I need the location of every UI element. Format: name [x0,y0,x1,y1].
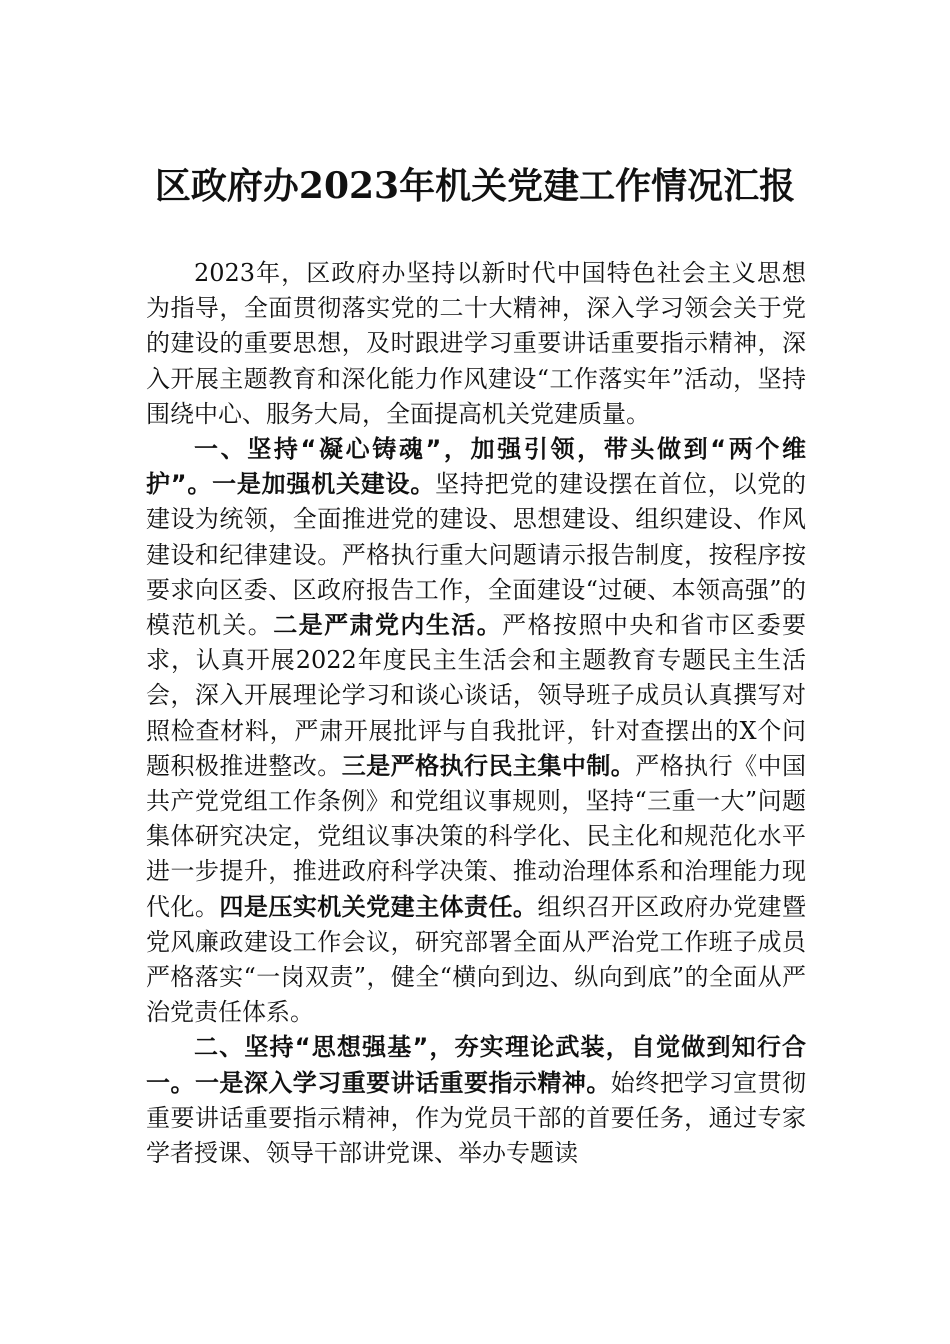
section-1-heading: 一、坚持“凝心铸魂”，加强引领，带头做到“两个维护”。 [146,435,806,499]
section-1-item-1-text: 坚持把党的建设摆在首位，以党的建设为统领，全面推进党的建设、思想建设、组织建设、作风建设和纪律建设。严格执行重大问题请示报告制度，按程序按要求向区委、区政府报告工作，全面建设“过硬、本领高强”的模范机关。 [146,470,806,640]
section-1-item-3-text: 严格执行《中国共产党党组工作条例》和党组议事规则，坚持“三重一大”问题集体研究决定，党组议事决策的科学化、民主化和规范化水平进一步提升，推进政府科学决策、推动治理体系和治理能力现代化。 [146,751,807,921]
intro-paragraph [146,256,806,432]
section-1-item-1-label: 一是加强机关建设。 [212,470,436,499]
document-title: 区政府办2023年机关党建工作情况汇报 [154,165,796,207]
section-1-item-4-text: 组织召开区政府办党建暨党风廉政建设工作会议，研究部署全面从严治党工作班子成员严格落实“一岗双责”，健全“横向到边、纵向到底”的全面从严治党责任体系。 [146,892,807,1027]
section-1-paragraph [146,432,806,1030]
section-2-heading: 二、坚持“思想强基”，夯实理论武装，自觉做到知行合一。 [146,1033,806,1097]
document-body [146,256,806,1171]
section-2-paragraph [146,1030,806,1171]
section-1-item-3-label: 三是严格执行民主集中制。 [341,751,636,780]
section-1-item-2-text: 严格按照中央和省市区委要求，认真开展2022年度民主生活会和主题教育专题民主生活会，深入开展理论学习和谈心谈话，领导班子成员认真撰写对照检查材料，严肃开展批评与自我批评，针对查摆出的X个问题积极推进整改。 [146,611,807,780]
section-1-item-2-label: 二是严肃党内生活。 [273,611,503,640]
intro-text: 2023年，区政府办坚持以新时代中国特色社会主义思想为指导，全面贯彻落实党的二十大精神，深入学习领会关于党的建设的重要思想，及时跟进学习重要讲话重要指示精神，深入开展主题教育和深化能力作风建设“工作落实年”活动，坚持围绕中心、服务大局，全面提高机关党建质量。 [146,259,806,428]
section-2-item-1-text: 始终把学习宣贯彻重要讲话重要指示精神，作为党员干部的首要任务，通过专家学者授课、领导干部讲党课、举办专题读 [146,1068,807,1168]
section-1-item-4-label: 四是压实机关党建主体责任。 [219,892,538,921]
section-2-item-1-label: 一是深入学习重要讲话重要指示精神。 [194,1068,611,1097]
